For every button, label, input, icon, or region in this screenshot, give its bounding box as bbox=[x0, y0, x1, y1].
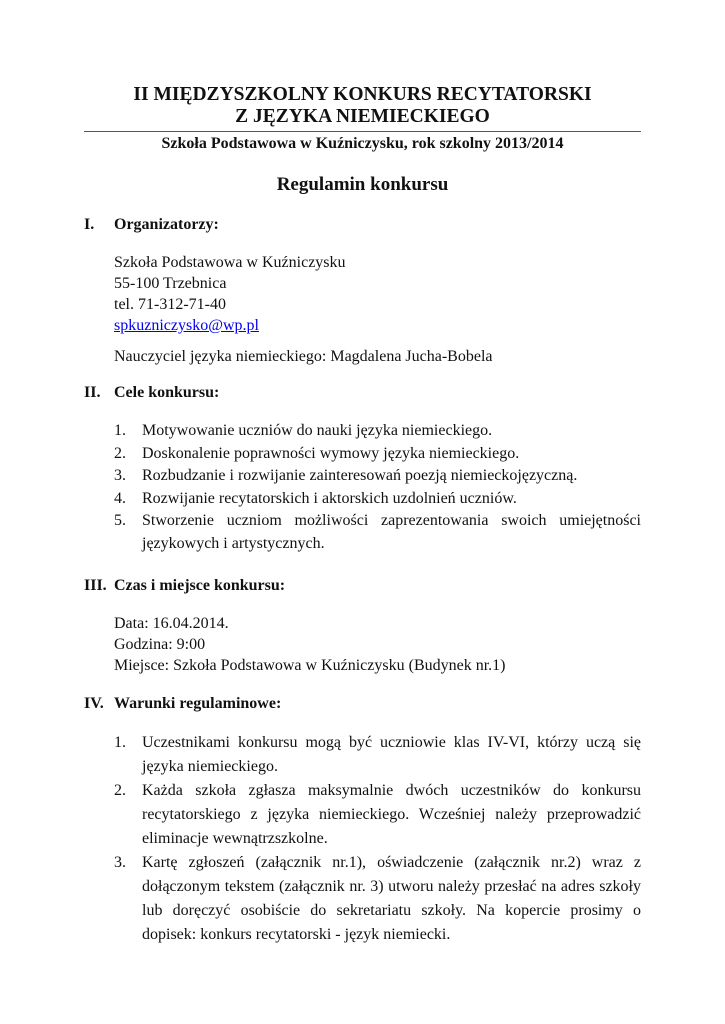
header-divider bbox=[84, 131, 641, 132]
section-title: Czas i miejsce konkursu: bbox=[114, 577, 286, 594]
document-title: Regulamin konkursu bbox=[276, 174, 449, 195]
section-time-place-heading bbox=[84, 575, 641, 597]
item-text: Motywowanie uczniów do nauki języka niemieckiego. bbox=[142, 422, 493, 439]
item-number: 3. bbox=[114, 854, 126, 871]
section-number: IV. bbox=[84, 695, 104, 712]
list-item bbox=[114, 731, 641, 779]
item-number: 1. bbox=[114, 734, 126, 751]
list-item bbox=[114, 443, 641, 466]
item-number: 2. bbox=[114, 444, 126, 462]
section-title: Organizatorzy: bbox=[114, 216, 219, 233]
address-line: tel. 71-312-71-40 bbox=[114, 296, 226, 313]
organizer-address bbox=[114, 252, 641, 336]
item-text: Każda szkoła zgłasza maksymalnie dwóch uczestników do konkursu recytatorskiego z języka niemieckiego. Wcześniej należy przeprowadzić eliminacje wewnątrzszkolne. bbox=[142, 782, 641, 847]
list-item bbox=[114, 851, 641, 947]
item-number: 5. bbox=[114, 512, 126, 529]
list-item bbox=[114, 488, 641, 511]
section-number: II. bbox=[84, 384, 101, 401]
school-subtitle: Szkoła Podstawowa w Kuźniczysku, rok szkolny 2013/2014 bbox=[161, 135, 564, 152]
section-goals-heading bbox=[84, 382, 641, 404]
item-text: Doskonalenie poprawności wymowy języka niemieckiego. bbox=[142, 444, 520, 462]
section-number: I. bbox=[84, 216, 95, 233]
item-number: 1. bbox=[114, 422, 126, 439]
item-text: Stworzenie uczniom możliwości zaprezentowania swoich umiejętności językowych i artystycznych. bbox=[142, 512, 641, 552]
goals-list bbox=[114, 420, 641, 555]
address-line: Szkoła Podstawowa w Kuźniczysku bbox=[114, 254, 346, 271]
place-line: Miejsce: Szkoła Podstawowa w Kuźniczysku (Budynek nr.1) bbox=[114, 657, 506, 674]
item-number: 3. bbox=[114, 467, 126, 484]
rules-list bbox=[114, 731, 641, 947]
date-line: Data: 16.04.2014. bbox=[114, 615, 229, 632]
item-text: Uczestnikami konkursu mogą być uczniowie klas IV-VI, którzy uczą się języka niemieckiego. bbox=[142, 734, 641, 775]
document-header bbox=[84, 84, 641, 128]
list-item bbox=[114, 510, 641, 555]
item-text: Kartę zgłoszeń (załącznik nr.1), oświadczenie (załącznik nr.2) wraz z dołączonym tekstem (załącznik nr. 3) utworu należy przesłać na adres szkoły lub doręczyć osobiście do sekretariatu szkoły. Na kopercie prosimy o dopisek: konkurs recytatorski - język niemiecki. bbox=[142, 854, 641, 943]
item-text: Rozbudzanie i rozwijanie zainteresowań poezją niemieckojęzyczną. bbox=[142, 467, 578, 484]
address-line: 55-100 Trzebnica bbox=[114, 275, 227, 292]
teacher-info: Nauczyciel języka niemieckiego: Magdalena Jucha-Bobela bbox=[114, 348, 493, 365]
time-line: Godzina: 9:00 bbox=[114, 636, 206, 653]
list-item bbox=[114, 465, 641, 488]
time-place-details bbox=[114, 613, 641, 676]
contest-title-line-2: Z JĘZYKA NIEMIECKIEGO bbox=[235, 106, 490, 127]
email-link[interactable]: spkuzniczysko@wp.pl bbox=[114, 317, 259, 334]
contest-title-line-1: II MIĘDZYSZKOLNY KONKURS RECYTATORSKI bbox=[133, 84, 592, 105]
list-item bbox=[114, 779, 641, 851]
section-organizers-heading bbox=[84, 214, 641, 236]
list-item bbox=[114, 420, 641, 443]
section-title: Warunki regulaminowe: bbox=[114, 695, 282, 712]
section-number: III. bbox=[84, 577, 107, 594]
section-rules-heading bbox=[84, 693, 641, 715]
item-number: 4. bbox=[114, 489, 126, 507]
item-text: Rozwijanie recytatorskich i aktorskich uzdolnień uczniów. bbox=[142, 489, 517, 507]
item-number: 2. bbox=[114, 782, 126, 799]
section-title: Cele konkursu: bbox=[114, 384, 220, 401]
